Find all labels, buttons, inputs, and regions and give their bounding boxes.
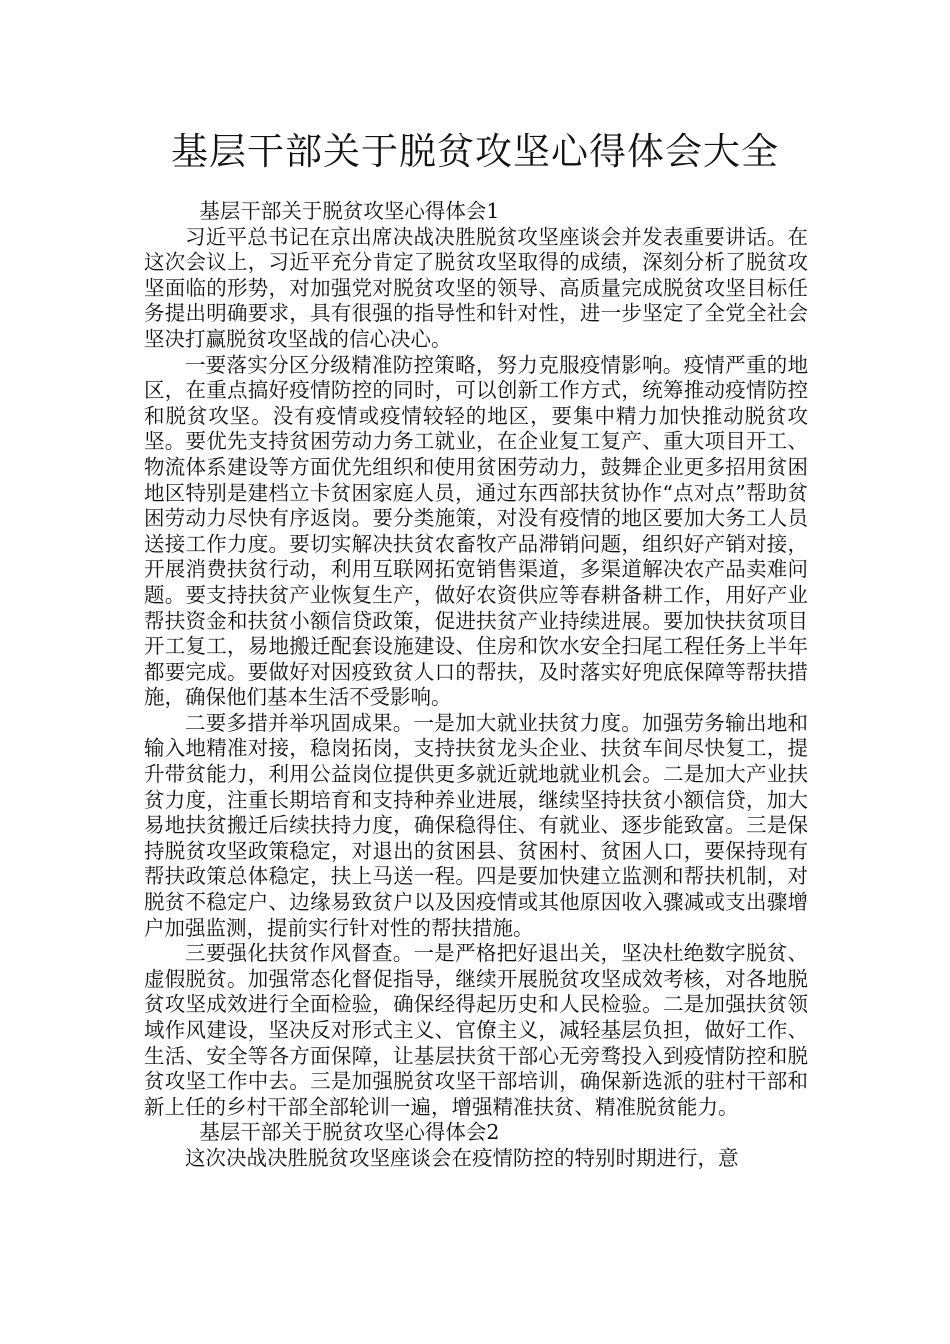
paragraph: 三要强化扶贫作风督查。一是严格把好退出关，坚决杜绝数字脱贫、虚假脱贫。加强常态化督促指导，继续开展脱贫攻坚成效考核，对各地脱贫攻坚成效进行全面检验，确保经得起历史和人民检验。二是加强扶贫领域作风建设，坚决反对形式主义、官僚主义，减轻基层负担，做好工作、生活、安全等各方面保障，让基层扶贫干部心无旁骛投入到疫情防控和脱贫攻坚工作中去。三是加强脱贫攻坚干部培训，确保新选派的驻村干部和新上任的乡村干部全部轮训一遍，增强精准扶贫、精准脱贫能力。 bbox=[144, 941, 808, 1119]
paragraph: 一要落实分区分级精准防控策略，努力克服疫情影响。疫情严重的地区，在重点搞好疫情防控的同时，可以创新工作方式，统筹推动疫情防控和脱贫攻坚。没有疫情或疫情较轻的地区，要集中精力加快推动脱贫攻坚。要优先支持贫困劳动力务工就业，在企业复工复产、重大项目开工、物流体系建设等方面优先组织和使用贫困劳动力，鼓舞企业更多招用贫困地区特别是建档立卡贫困家庭人员，通过东西部扶贫协作“点对点”帮助贫困劳动力尽快有序返岗。要分类施策，对没有疫情的地区要加大务工人员送接工作力度。要切实解决扶贫农畜牧产品滞销问题，组织好产销对接，开展消费扶贫行动，利用互联网拓宽销售渠道，多渠道解决农产品卖难问题。要支持扶贫产业恢复生产，做好农资供应等春耕备耕工作，用好产业帮扶资金和扶贫小额信贷政策，促进扶贫产业持续进展。要加快扶贫项目开工复工，易地搬迁配套设施建设、住房和饮水安全扫尾工程任务上半年都要完成。要做好对因疫致贫人口的帮扶，及时落实好兜底保障等帮扶措施，确保他们基本生活不受影响。 bbox=[144, 352, 808, 710]
paragraph: 这次决战决胜脱贫攻坚座谈会在疫情防控的特别时期进行，意 bbox=[185, 1145, 739, 1170]
paragraph: 二要多措并举巩固成果。一是加大就业扶贫力度。加强劳务输出地和输入地精准对接，稳岗拓岗，支持扶贫龙头企业、扶贫车间尽快复工，提升带贫能力，利用公益岗位提供更多就近就地就业机会。二是加大产业扶贫力度，注重长期培育和支持种养业进展，继续坚持扶贫小额信贷，加大易地扶贫搬迁后续扶持力度，确保稳得住、有就业、逐步能致富。三是保持脱贫攻坚政策稳定，对退出的贫困县、贫困村、贫困人口，要保持现有帮扶政策总体稳定，扶上马送一程。四是要加快建立监测和帮扶机制，对脱贫不稳定户、边缘易致贫户以及因疫情或其他原因收入骤减或支出骤增户加强监测，提前实行针对性的帮扶措施。 bbox=[144, 710, 808, 940]
section-heading: 基层干部关于脱贫攻坚心得体会2 bbox=[199, 1120, 500, 1145]
document-body bbox=[144, 199, 808, 1172]
document-title: 基层干部关于脱贫攻坚心得体会大全 bbox=[171, 130, 779, 173]
paragraph: 习近平总书记在京出席决战决胜脱贫攻坚座谈会并发表重要讲话。在这次会议上，习近平充分肯定了脱贫攻坚取得的成绩，深刻分析了脱贫攻坚面临的形势，对加强党对脱贫攻坚的领导、高质量完成脱贫攻坚目标任务提出明确要求，具有很强的指导性和针对性，进一步坚定了全党全社会坚决打赢脱贫攻坚战的信心决心。 bbox=[144, 224, 808, 351]
section-heading: 基层干部关于脱贫攻坚心得体会1 bbox=[199, 199, 500, 223]
